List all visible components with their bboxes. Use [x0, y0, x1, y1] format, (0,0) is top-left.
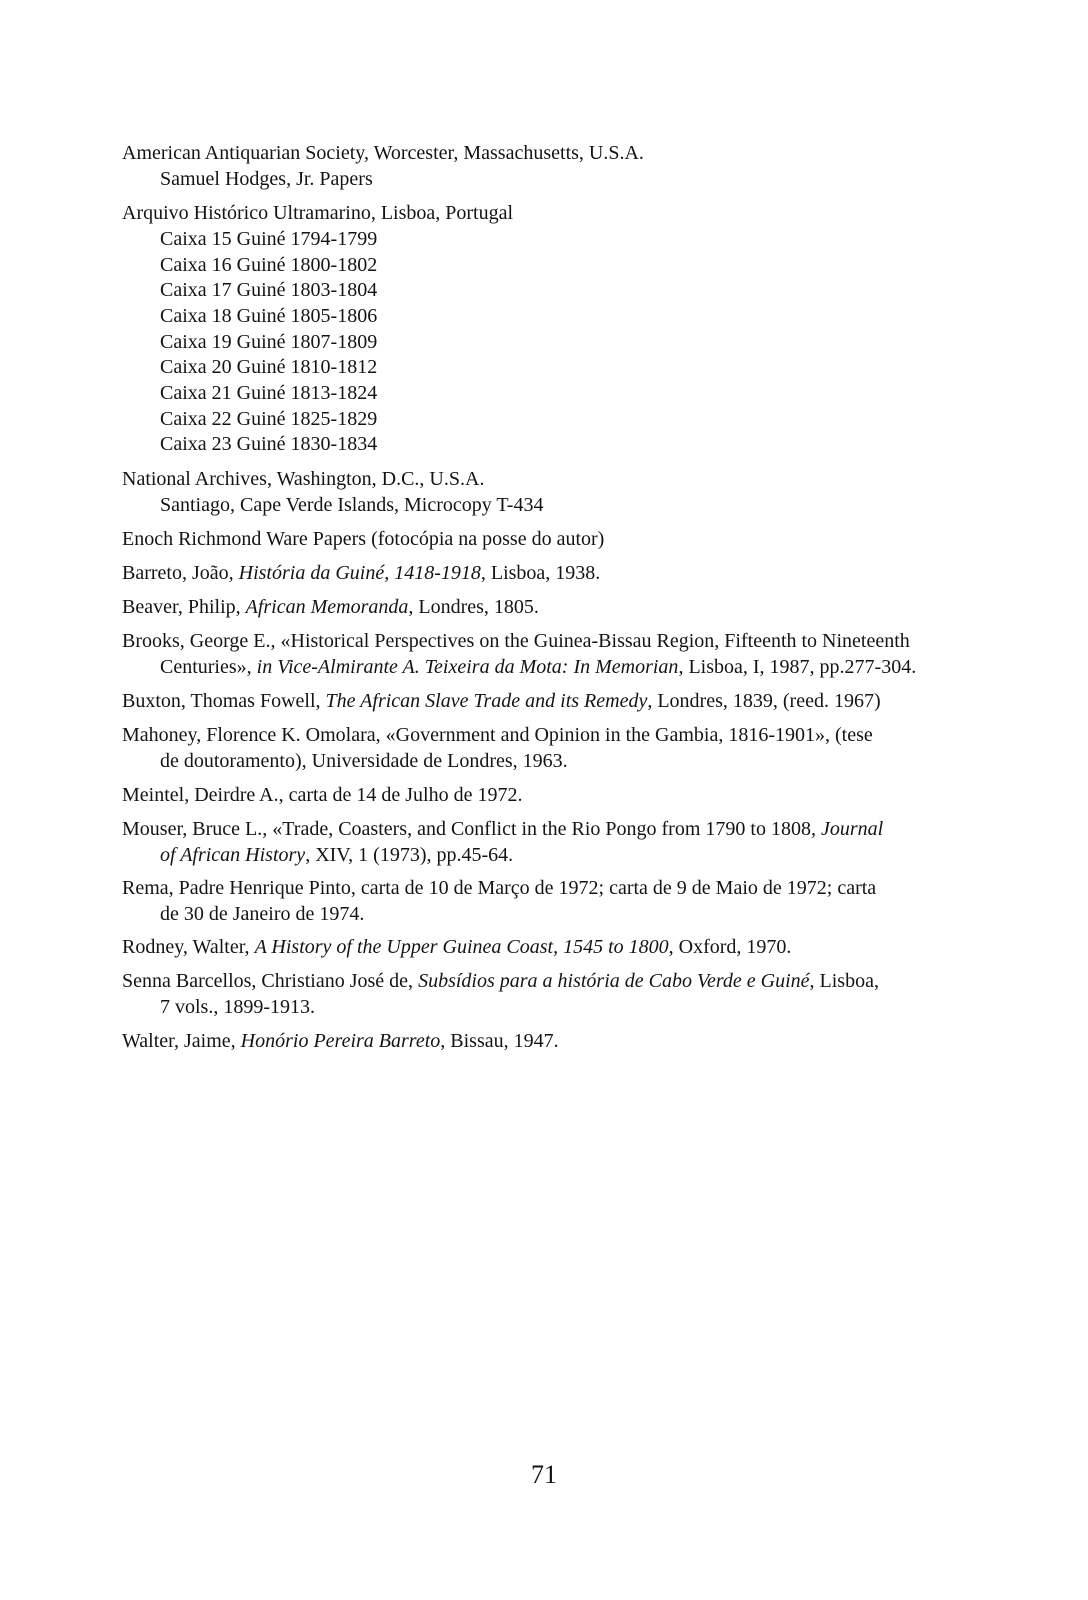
caixa-item: Caixa 18 Guiné 1805-1806 [160, 305, 378, 327]
caixa-item: Caixa 16 Guiné 1800-1802 [160, 254, 378, 276]
entry-senna-barcellos-cont: 7 vols., 1899-1913. [160, 996, 315, 1018]
entry-mouser-cont: of African History, XIV, 1 (1973), pp.45-64. [160, 844, 514, 866]
entry-american-antiquarian: American Antiquarian Society, Worcester, Massachusetts, U.S.A. [122, 142, 644, 164]
caixa-item: Caixa 23 Guiné 1830-1834 [160, 433, 378, 455]
entry-meintel: Meintel, Deirdre A., carta de 14 de Julho de 1972. [122, 784, 523, 806]
caixa-item: Caixa 21 Guiné 1813-1824 [160, 382, 378, 404]
entry-rema: Rema, Padre Henrique Pinto, carta de 10 de Março de 1972; carta de 9 de Maio de 1972; carta [122, 877, 877, 899]
caixa-item: Caixa 17 Guiné 1803-1804 [160, 279, 378, 301]
entry-hodges-papers: Samuel Hodges, Jr. Papers [160, 168, 373, 190]
entry-national-archives: National Archives, Washington, D.C., U.S.A. [122, 468, 485, 490]
entry-arquivo-historico: Arquivo Histórico Ultramarino, Lisboa, Portugal [122, 202, 514, 224]
caixa-item: Caixa 19 Guiné 1807-1809 [160, 331, 378, 353]
entry-ware-papers: Enoch Richmond Ware Papers (fotocópia na posse do autor) [122, 528, 605, 550]
caixa-item: Caixa 22 Guiné 1825-1829 [160, 408, 378, 430]
entry-rema-cont: de 30 de Janeiro de 1974. [160, 903, 365, 925]
caixa-item: Caixa 15 Guiné 1794-1799 [160, 228, 378, 250]
entry-beaver: Beaver, Philip, African Memoranda, Londres, 1805. [122, 596, 539, 618]
entry-walter: Walter, Jaime, Honório Pereira Barreto, Bissau, 1947. [122, 1030, 559, 1052]
entry-santiago-microcopy: Santiago, Cape Verde Islands, Microcopy T-434 [160, 494, 544, 516]
entry-rodney: Rodney, Walter, A History of the Upper Guinea Coast, 1545 to 1800, Oxford, 1970. [122, 936, 792, 958]
entry-mahoney-cont: de doutoramento), Universidade de Londres, 1963. [160, 750, 568, 772]
entry-brooks: Brooks, George E., «Historical Perspectives on the Guinea-Bissau Region, Fifteenth to Nineteenth [122, 630, 910, 652]
entry-mouser: Mouser, Bruce L., «Trade, Coasters, and Conflict in the Rio Pongo from 1790 to 1808, Journal [122, 818, 884, 840]
entry-senna-barcellos: Senna Barcellos, Christiano José de, Subsídios para a história de Cabo Verde e Guiné, Lisboa, [122, 970, 879, 992]
entry-buxton: Buxton, Thomas Fowell, The African Slave Trade and its Remedy, Londres, 1839, (reed. 1967) [122, 690, 881, 712]
entry-mahoney: Mahoney, Florence K. Omolara, «Government and Opinion in the Gambia, 1816-1901», (tese [122, 724, 873, 746]
caixa-item: Caixa 20 Guiné 1810-1812 [160, 356, 378, 378]
entry-brooks-cont: Centuries», in Vice-Almirante A. Teixeira da Mota: In Memorian, Lisboa, I, 1987, pp.277-304. [160, 656, 917, 678]
entry-barreto: Barreto, João, História da Guiné, 1418-1918, Lisboa, 1938. [122, 562, 601, 584]
page-number: 71 [531, 1460, 557, 1489]
